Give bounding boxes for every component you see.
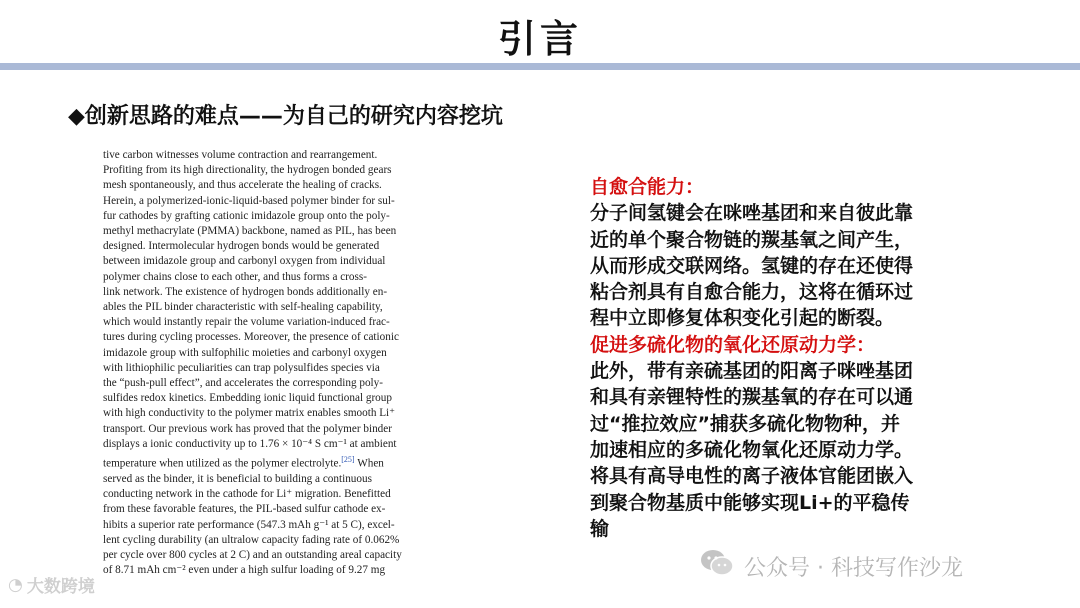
paper-line: tive carbon witnesses volume contraction and rearrangement.: [103, 149, 378, 161]
self-healing-line: 分子间氢键会在咪唑基团和来自彼此靠: [590, 202, 914, 225]
self-healing-line: 粘合剂具有自愈合能力，这将在循环过: [590, 281, 914, 304]
paper-line: conducting network in the cathode for Li⁺ migration. Benefitted: [103, 488, 391, 501]
redox-line: 和具有亲锂特性的羰基氧的存在可以通: [590, 386, 914, 409]
paper-line: with lithiophilic peculiarities can trap polysulfides species via: [103, 361, 380, 374]
paper-line: designed. Intermolecular hydrogen bonds would be generated: [103, 240, 380, 253]
slide-title: 引言: [497, 17, 582, 61]
redox-line: 过“推拉效应”捕获多硫化物物种，并: [590, 412, 900, 435]
paper-line: from these favorable features, the PIL-based sulfur cathode ex-: [103, 503, 386, 516]
paper-line-tail: When: [354, 457, 384, 470]
paper-line: methyl methacrylate (PMMA) backbone, named as PIL, has been: [103, 225, 397, 238]
paper-text: [103, 148, 459, 578]
watermark-text: 公众号 · 科技写作沙龙: [744, 555, 963, 581]
wechat-icon: [700, 548, 734, 584]
redox-line: 此外，带有亲硫基团的阳离子咪唑基团: [590, 360, 914, 383]
redox-line: 输: [590, 517, 610, 540]
paper-line: between imidazole group and carbonyl oxygen from individual: [103, 255, 386, 268]
paper-line: with high conductivity to the polymer matrix enables smooth Li⁺: [103, 407, 396, 420]
paper-line: polymer chains close to each other, and thus forms a cross-: [103, 270, 367, 283]
redox-line: 将具有高导电性的离子液体官能团嵌入: [590, 465, 914, 488]
self-healing-line: 从而形成交联网络。氢键的存在还使得: [590, 254, 914, 277]
self-healing-line: 程中立即修复体积变化引起的断裂。: [590, 307, 895, 330]
logo-glyph-icon: ◔: [8, 574, 23, 595]
annotation-panel: [590, 174, 990, 542]
paper-line: served as the binder, it is beneficial to building a continuous: [103, 473, 372, 485]
logo-text: 大数跨境: [26, 577, 95, 597]
paper-line: ables the PIL binder characteristic with self-healing capability,: [103, 301, 383, 314]
paper-line: sulfides redox kinetics. Embedding ionic liquid functional group: [103, 392, 392, 405]
paper-line: mesh spontaneously, and thus accelerate the healing of cracks.: [103, 179, 382, 192]
paper-line: per cycle over 800 cycles at 2 C) and an outstanding areal capacity: [103, 549, 402, 562]
citation-link[interactable]: [25]: [341, 455, 355, 465]
redox-kinetics-title: 促进多硫化物的氧化还原动力学：: [590, 333, 876, 356]
redox-line: 到聚合物基质中能够实现Li+的平稳传: [590, 491, 910, 514]
corner-logo: [8, 572, 95, 597]
paper-line: the “push-pull effect”, and accelerates the corresponding poly-: [103, 377, 383, 390]
wechat-watermark: [700, 548, 963, 584]
redox-line: 加速相应的多硫化物氧化还原动力学。: [590, 438, 914, 461]
self-healing-title: 自愈合能力：: [590, 176, 705, 198]
paper-line-with-citation: [103, 452, 459, 472]
paper-line: of 8.71 mAh cm⁻² even under a high sulfur loading of 9.27 mg: [103, 564, 386, 577]
paper-line: link network. The existence of hydrogen bonds additionally en-: [103, 285, 388, 298]
paper-line: imidazole group with sulfophilic moieties and carbonyl oxygen: [103, 346, 387, 359]
paper-excerpt: [103, 148, 459, 588]
paper-line: tures during cycling processes. Moreover, the presence of cationic: [103, 331, 399, 344]
paper-line: lent cycling durability (an ultralow capacity fading rate of 0.062%: [103, 533, 400, 546]
section-heading: ◆创新思路的难点——为自己的研究内容挖坑: [68, 104, 503, 129]
self-healing-line: 近的单个聚合物链的羰基氧之间产生，: [590, 228, 914, 251]
paper-line: hibits a superior rate performance (547.3 mAh g⁻¹ at 5 C), excel-: [103, 518, 395, 531]
paper-line: fur cathodes by grafting cationic imidazole group onto the poly-: [103, 209, 390, 222]
paper-line: Herein, a polymerized-ionic-liquid-based polymer binder for sul-: [103, 194, 395, 207]
paper-line: transport. Our previous work has proved that the polymer binder: [103, 422, 392, 435]
paper-line: Profiting from its high directionality, the hydrogen bonded gears: [103, 164, 392, 177]
paper-line: temperature when utilized as the polymer electrolyte.: [103, 457, 342, 470]
paper-line: which would instantly repair the volume variation-induced frac-: [103, 316, 390, 329]
paper-line: displays a ionic conductivity up to 1.76 × 10⁻⁴ S cm⁻¹ at ambient: [103, 437, 397, 450]
title-divider-band: [0, 63, 1080, 70]
